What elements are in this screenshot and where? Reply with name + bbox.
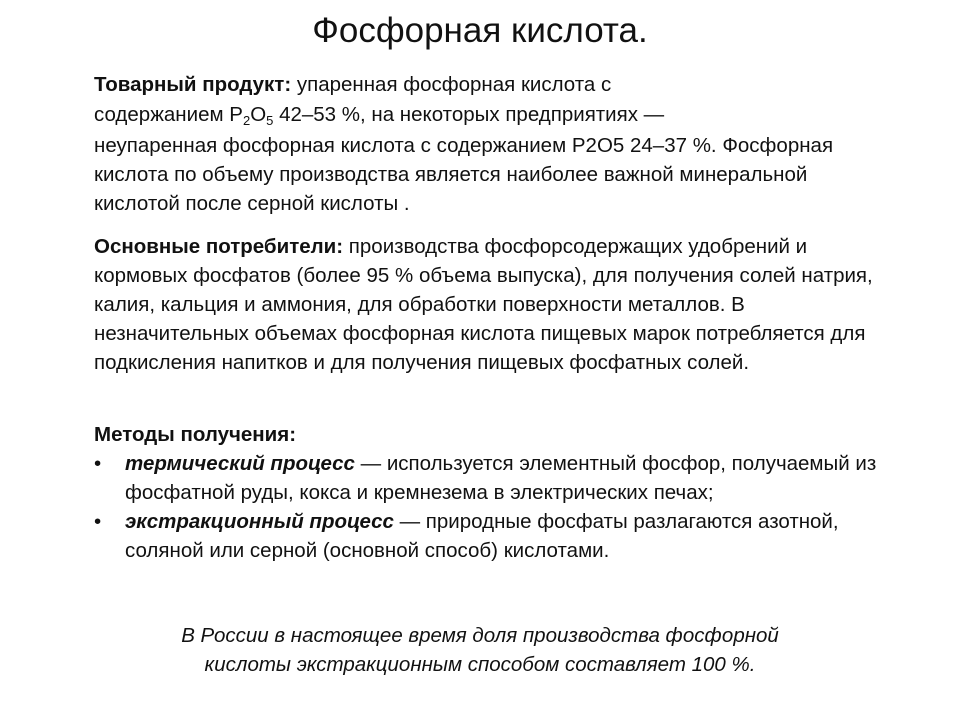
footer-line1: В России в настоящее время доля производства фосфорной	[181, 624, 779, 647]
oxygen-symbol: O	[250, 103, 267, 126]
methods-label: Методы получения:	[94, 423, 297, 446]
product-line2-suffix: 42–53 %, на некоторых предприятиях —	[273, 103, 665, 126]
method-term: экстракционный процесс	[125, 510, 394, 533]
consumers-label: Основные потребители:	[94, 235, 344, 258]
methods-list	[94, 449, 894, 565]
product-line2-prefix: содержанием P	[94, 103, 243, 126]
method-item-thermal	[94, 449, 894, 507]
method-text: — природные фосфаты разлагаются азотной, соляной или серной (основной способ) кислотами.	[125, 510, 839, 562]
subscript-2: 2	[242, 113, 251, 128]
product-rest: неупаренная фосфорная кислота с содержанием P2O5 24–37 %. Фосфорная кислота по объему производства является наиболее важной минеральной кислотой после серной кислоты .	[94, 134, 834, 215]
product-label: Товарный продукт:	[94, 73, 292, 96]
methods-section	[94, 420, 894, 565]
footer-line2: кислоты экстракционным способом составляет 100 %.	[204, 653, 756, 676]
method-item-extraction	[94, 507, 894, 565]
method-text: — используется элементный фосфор, получаемый из фосфатной руды, кокса и кремнезема в электрических печах;	[125, 452, 877, 504]
subscript-5: 5	[266, 113, 274, 128]
footer-note	[0, 621, 960, 679]
product-line2	[94, 99, 894, 131]
product-line1: упаренная фосфорная кислота с	[291, 73, 612, 96]
consumers-paragraph	[94, 232, 894, 377]
consumers-text: производства фосфорсодержащих удобрений и кормовых фосфатов (более 95 % объема выпуска), для получения солей натрия, калия, кальция и аммония, для обработки поверхности металлов. В незначительных объемах фосфорная кислота пищевых марок потребляется для подкисления напитков и для получения пищевых фосфатных солей.	[94, 235, 873, 374]
method-term: термический процесс	[125, 452, 355, 475]
bullet-icon: •	[94, 510, 102, 533]
bullet-icon: •	[94, 452, 102, 475]
slide-title: Фосфорная кислота.	[312, 11, 648, 50]
product-paragraph	[94, 70, 894, 218]
